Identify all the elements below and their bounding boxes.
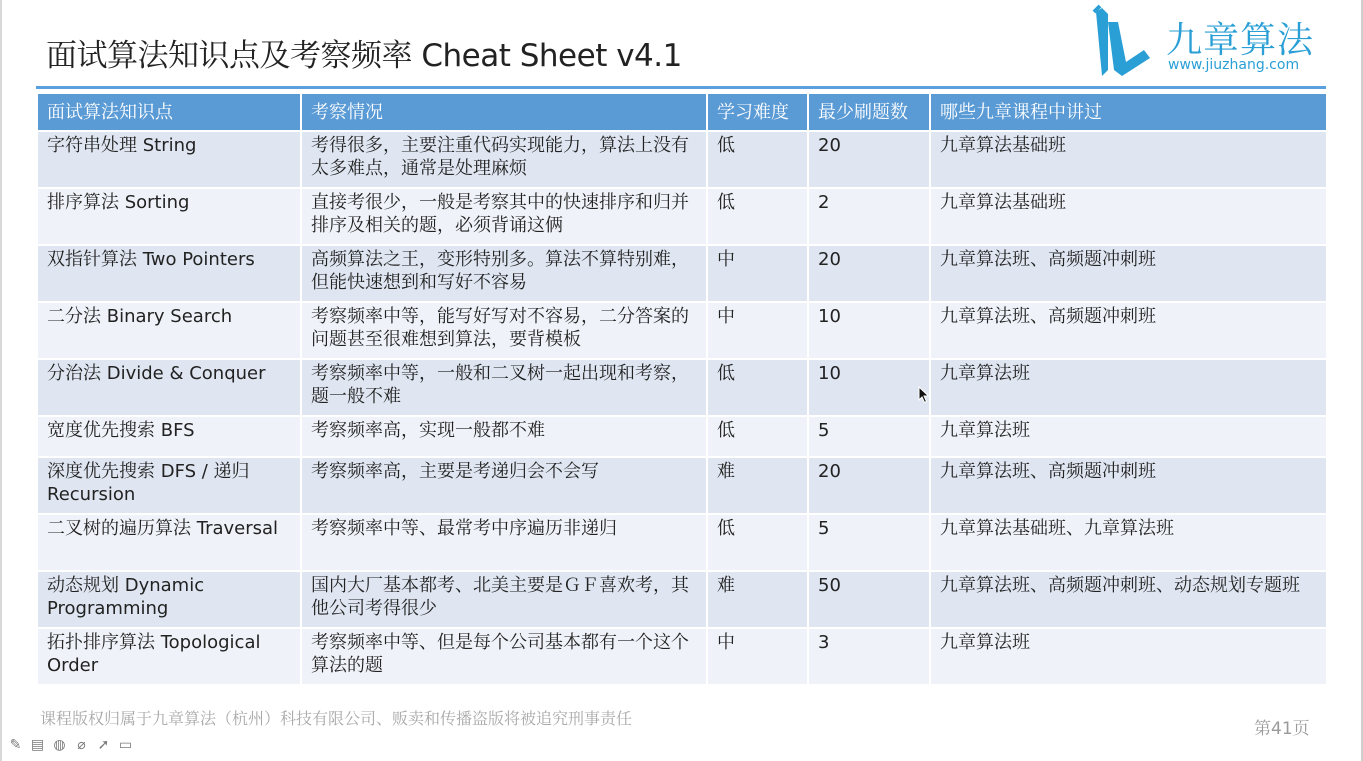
- cell-frequency: 国内大厂基本都考、北美主要是ＧＦ喜欢考，其他公司考得很少: [301, 571, 707, 628]
- cell-courses: 九章算法基础班: [930, 188, 1327, 245]
- cell-min-problems: 20: [808, 131, 930, 188]
- cell-frequency: 考察频率中等、最常考中序遍历非递归: [301, 514, 707, 571]
- cell-topic: 深度优先搜索 DFS / 递归 Recursion: [37, 457, 301, 514]
- cell-courses: 九章算法基础班、九章算法班: [930, 514, 1327, 571]
- cell-courses: 九章算法班: [930, 628, 1327, 685]
- logo-name: 九章算法: [1166, 20, 1315, 61]
- cell-frequency: 考察频率高，主要是考递归会不会写: [301, 457, 707, 514]
- cell-min-problems: 10: [808, 302, 930, 359]
- cell-topic: 宽度优先搜索 BFS: [37, 416, 301, 457]
- cell-difficulty: 低: [707, 416, 808, 457]
- cell-frequency: 考察频率中等、但是每个公司基本都有一个这个算法的题: [301, 628, 707, 685]
- cell-courses: 九章算法班: [930, 416, 1327, 457]
- cell-topic: 排序算法 Sorting: [37, 188, 301, 245]
- cell-topic: 二分法 Binary Search: [37, 302, 301, 359]
- slides-icon[interactable]: ▤: [30, 737, 45, 753]
- pointer-icon[interactable]: ➚: [97, 737, 110, 753]
- table-header-row: [37, 93, 1327, 131]
- eraser-icon[interactable]: ⌀: [77, 737, 86, 753]
- table-row: [37, 245, 1327, 302]
- cell-frequency: 考察频率高，实现一般都不难: [301, 416, 707, 457]
- jiuzhang-logo: [1088, 4, 1338, 84]
- table-row: [37, 628, 1327, 685]
- table-row: [37, 514, 1327, 571]
- cell-difficulty: 低: [707, 359, 808, 416]
- table-row: [37, 302, 1327, 359]
- cell-courses: 九章算法班、高频题冲刺班: [930, 457, 1327, 514]
- logo-url: www.jiuzhang.com: [1168, 57, 1300, 73]
- cell-frequency: 考得很多，主要注重代码实现能力，算法上没有太多难点，通常是处理麻烦: [301, 131, 707, 188]
- palette-icon[interactable]: ◍: [53, 737, 66, 753]
- table-row: [37, 571, 1327, 628]
- cell-courses: 九章算法班: [930, 359, 1327, 416]
- cell-courses: 九章算法班、高频题冲刺班: [930, 245, 1327, 302]
- cell-difficulty: 中: [707, 302, 808, 359]
- table-row: [37, 457, 1327, 514]
- cell-topic: 动态规划 Dynamic Programming: [37, 571, 301, 628]
- table-row: [37, 416, 1327, 457]
- cell-frequency: 考察频率中等，一般和二叉树一起出现和考察，题一般不难: [301, 359, 707, 416]
- cell-difficulty: 低: [707, 188, 808, 245]
- cell-topic: 分治法 Divide & Conquer: [37, 359, 301, 416]
- cell-min-problems: 20: [808, 245, 930, 302]
- header-topic: 面试算法知识点: [37, 93, 301, 131]
- cell-frequency: 高频算法之王，变形特别多。算法不算特别难，但能快速想到和写好不容易: [301, 245, 707, 302]
- cell-min-problems: 2: [808, 188, 930, 245]
- cell-courses: 九章算法基础班: [930, 131, 1327, 188]
- monitor-icon[interactable]: ▭: [118, 737, 133, 753]
- cell-frequency: 直接考很少，一般是考察其中的快速排序和归并排序及相关的题，必须背诵这俩: [301, 188, 707, 245]
- cell-min-problems: 5: [808, 416, 930, 457]
- cell-difficulty: 低: [707, 514, 808, 571]
- copyright-footer: 课程版权归属于九章算法（杭州）科技有限公司、贩卖和传播盗版将被追究刑事责任: [40, 709, 633, 728]
- page-number: 第41页: [1254, 719, 1310, 739]
- cell-min-problems: 3: [808, 628, 930, 685]
- header-difficulty: 学习难度: [707, 93, 808, 131]
- cell-topic: 二叉树的遍历算法 Traversal: [37, 514, 301, 571]
- title-divider: [36, 86, 1326, 89]
- table-row: [37, 188, 1327, 245]
- pen-icon[interactable]: ✎: [9, 737, 22, 753]
- table-row: [37, 359, 1327, 416]
- cell-difficulty: 难: [707, 457, 808, 514]
- header-frequency: 考察情况: [301, 93, 707, 131]
- cell-topic: 字符串处理 String: [37, 131, 301, 188]
- slide-title: 面试算法知识点及考察频率 Cheat Sheet v4.1: [46, 38, 682, 74]
- cell-courses: 九章算法班、高频题冲刺班: [930, 302, 1327, 359]
- cell-min-problems: 20: [808, 457, 930, 514]
- cell-topic: 双指针算法 Two Pointers: [37, 245, 301, 302]
- cell-frequency: 考察频率中等，能写好写对不容易，二分答案的问题甚至很难想到算法，要背模板: [301, 302, 707, 359]
- cell-difficulty: 低: [707, 131, 808, 188]
- header-courses: 哪些九章课程中讲过: [930, 93, 1327, 131]
- cell-difficulty: 难: [707, 571, 808, 628]
- cheat-sheet-table: [36, 92, 1328, 686]
- presentation-toolbar: [7, 737, 134, 754]
- header-min-problems: 最少刷题数: [808, 93, 930, 131]
- table-row: [37, 131, 1327, 188]
- cell-min-problems: 50: [808, 571, 930, 628]
- cell-difficulty: 中: [707, 245, 808, 302]
- cell-min-problems: 5: [808, 514, 930, 571]
- logo-mark-icon: [1088, 4, 1158, 84]
- cell-difficulty: 中: [707, 628, 808, 685]
- cell-courses: 九章算法班、高频题冲刺班、动态规划专题班: [930, 571, 1327, 628]
- mouse-cursor-icon: [918, 386, 930, 404]
- cell-min-problems: 10: [808, 359, 930, 416]
- cell-topic: 拓扑排序算法 Topological Order: [37, 628, 301, 685]
